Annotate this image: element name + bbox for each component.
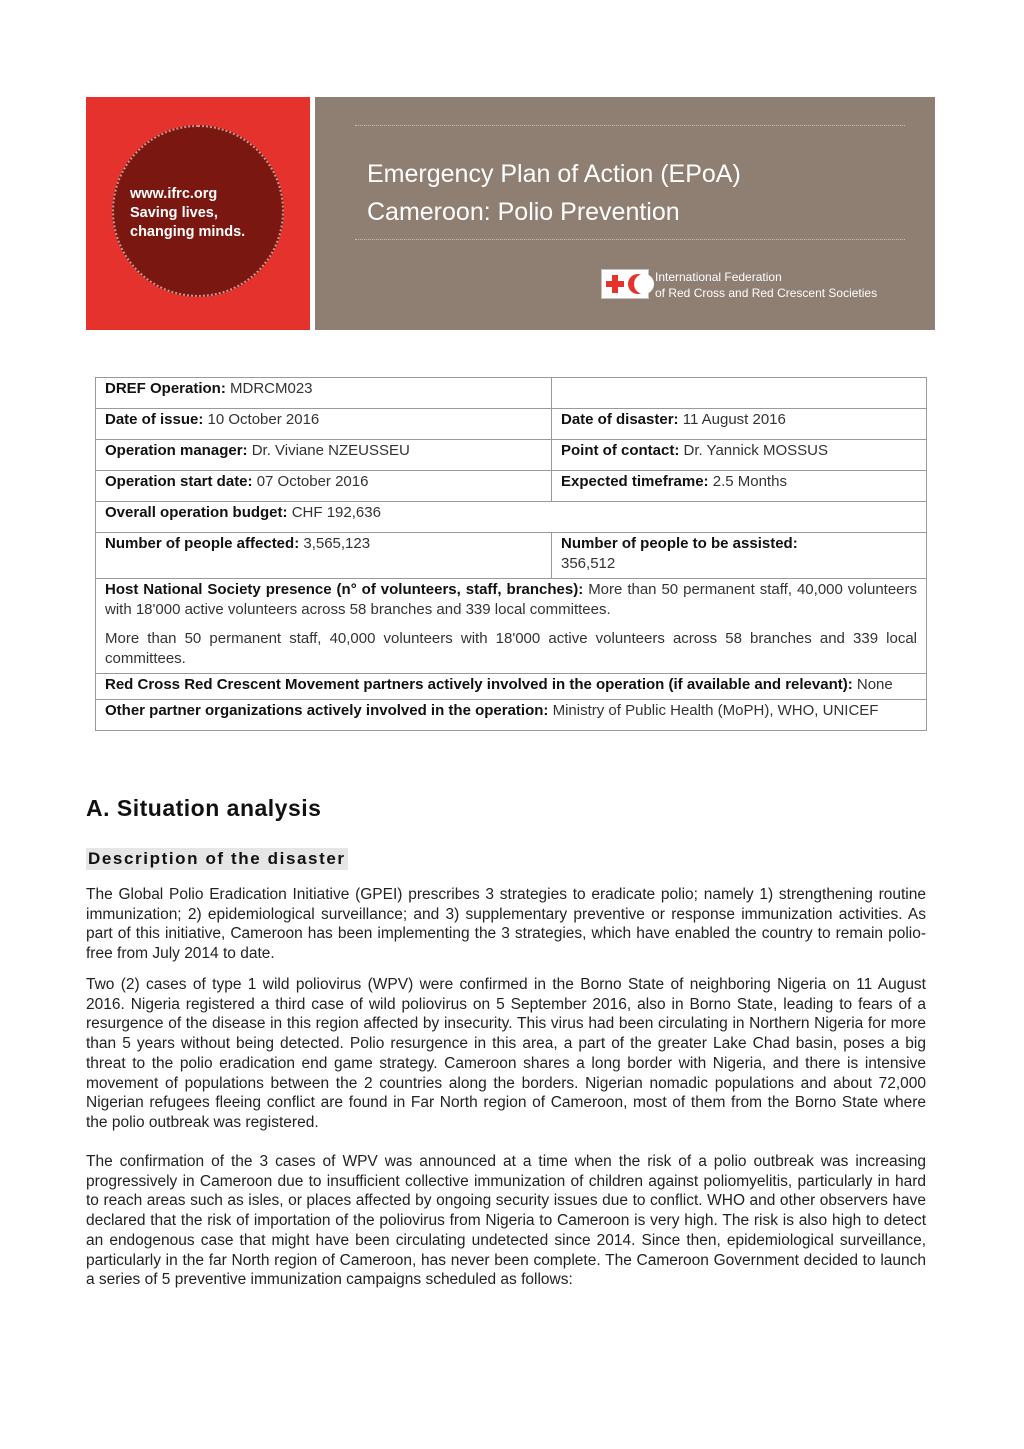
- subsection-heading: Description of the disaster: [88, 849, 346, 868]
- affected-label: Number of people affected:: [105, 535, 300, 552]
- red-cross-crescent-icon: [601, 269, 649, 299]
- table-row: [96, 700, 927, 731]
- table-row: [96, 579, 927, 674]
- movement-partners-cell: [96, 674, 927, 700]
- org-name-line-1: International Federation: [655, 270, 782, 284]
- people-affected-cell: [96, 533, 552, 579]
- operation-manager-cell: [96, 440, 552, 471]
- contact-label: Point of contact:: [561, 442, 680, 459]
- host-society-text: [105, 580, 917, 620]
- date-of-issue-cell: [96, 409, 552, 440]
- paragraph-3: The confirmation of the 3 cases of WPV was announced at a time when the risk of a polio outbreak was increasing progressively in Cameroon due to insufficient collective immunization of children against poliomyelitis, particularly in hard to reach areas such as isles, or places affected by ongoing security issues due to conflict. WHO and other observers have declared that the risk of importation of the poliovirus from Nigeria to Cameroon is very high. The risk is also high to detect an endogenous case that might have been circulating undetected since 2014. Since then, epidemiological surveillance, particularly in the far North region of Cameroon, has never been complete. The Cameroon Government decided to launch a series of 5 preventive immunization campaigns scheduled as follows:: [86, 1153, 926, 1289]
- assisted-value: 356,512: [561, 555, 616, 572]
- slogan-line-2: changing minds.: [130, 224, 246, 240]
- paragraph-1: The Global Polio Eradication Initiative (GPEI) prescribes 3 strategies to eradicate polio; namely 1) strengthening routine immunization; 2) epidemiological surveillance; and 3) supplementary preventive or response immunization activities. As part of this initiative, Cameroon has been implementing the 3 strategies, which have enabled the country to remain polio-free from July 2014 to date.: [86, 886, 926, 963]
- timeframe-label: Expected timeframe:: [561, 473, 709, 490]
- date-of-disaster-cell: [552, 409, 927, 440]
- title-line-1: Emergency Plan of Action (EPoA): [367, 160, 741, 188]
- banner-title-panel: [315, 97, 935, 330]
- website-link[interactable]: www.ifrc.org: [130, 186, 218, 202]
- assisted-label: Number of people to be assisted:: [561, 535, 798, 552]
- table-row: [96, 440, 927, 471]
- empty-cell: [552, 378, 927, 409]
- dref-value: MDRCM023: [225, 380, 313, 397]
- slogan-line-1: Saving lives,: [130, 205, 218, 221]
- title-line-2: Cameroon: Polio Prevention: [367, 198, 680, 226]
- banner-red-panel: [86, 97, 310, 330]
- table-row: [96, 533, 927, 579]
- contact-value: Dr. Yannick MOSSUS: [679, 442, 828, 459]
- other-partners-cell: [96, 700, 927, 731]
- timeframe-cell: [552, 471, 927, 502]
- operation-info-table: [95, 377, 927, 731]
- budget-cell: [96, 502, 927, 533]
- presence-label: Host National Society presence (n° of volunteers, staff, branches):: [105, 581, 584, 598]
- point-of-contact-cell: [552, 440, 927, 471]
- paragraph-2: Two (2) cases of type 1 wild poliovirus (WPV) were confirmed in the Borno State of neighboring Nigeria on 11 August 2016. Nigeria registered a third case of wild poliovirus on 5 September 2016, also in Borno State, leading to fears of a resurgence of the disease in this region affected by insecurity. This virus had been circulating in Northern Nigeria for more than 5 years without being detected. Polio resurgence in this area, a part of the greater Lake Chad basin, poses a big threat to the polio eradication end game strategy. Cameroon shares a long border with Nigeria, and there is intensive movement of populations between the 2 countries along the borders. Nigerian nomadic populations and about 72,000 Nigerian refugees fleeing conflict are found in Far North region of Cameroon, most of them from the Borno State where the polio outbreak was registered.: [86, 976, 926, 1131]
- start-date-cell: [96, 471, 552, 502]
- issue-label: Date of issue:: [105, 411, 204, 428]
- disaster-value: 11 August 2016: [678, 411, 786, 428]
- presence-value: More than 50 permanent staff, 40,000 volunteers with 18'000 active volunteers across 58 branches and 339 local committees.: [105, 581, 918, 618]
- timeframe-value: 2.5 Months: [708, 473, 787, 490]
- table-row: [96, 409, 927, 440]
- ifrc-slogan-badge: [112, 125, 284, 297]
- issue-value: 10 October 2016: [203, 411, 320, 428]
- presence-repeat: More than 50 permanent staff, 40,000 volunteers with 18'000 active volunteers across 58 branches and 339 local committees.: [105, 630, 917, 667]
- manager-value: Dr. Viviane NZEUSSEU: [247, 442, 410, 459]
- partners-value: None: [852, 676, 893, 693]
- badge-text: [130, 185, 245, 242]
- start-label: Operation start date:: [105, 473, 253, 490]
- budget-label: Overall operation budget:: [105, 504, 288, 521]
- ifrc-name: [655, 269, 877, 301]
- dotted-rule-top: [355, 125, 905, 126]
- header-banner: [86, 97, 935, 330]
- people-assisted-cell: [552, 533, 927, 579]
- partners-label: Red Cross Red Crescent Movement partners actively involved in the operation (if available and relevant):: [105, 676, 853, 693]
- affected-value: 3,565,123: [299, 535, 371, 552]
- host-society-cell: [96, 579, 927, 674]
- section-heading: A. Situation analysis: [86, 795, 322, 821]
- dref-operation-cell: [96, 378, 552, 409]
- dref-label: DREF Operation:: [105, 380, 226, 397]
- budget-value: CHF 192,636: [287, 504, 381, 521]
- org-name-line-2: of Red Cross and Red Crescent Societies: [655, 286, 878, 300]
- disaster-label: Date of disaster:: [561, 411, 679, 428]
- other-label: Other partner organizations actively involved in the operation:: [105, 702, 549, 719]
- start-value: 07 October 2016: [252, 473, 369, 490]
- table-row: [96, 471, 927, 502]
- manager-label: Operation manager:: [105, 442, 248, 459]
- table-row: [96, 674, 927, 700]
- document-title: [367, 155, 741, 231]
- other-value: Ministry of Public Health (MoPH), WHO, UNICEF: [548, 702, 879, 719]
- dotted-rule-bottom: [355, 239, 905, 240]
- table-row: [96, 378, 927, 409]
- table-row: [96, 502, 927, 533]
